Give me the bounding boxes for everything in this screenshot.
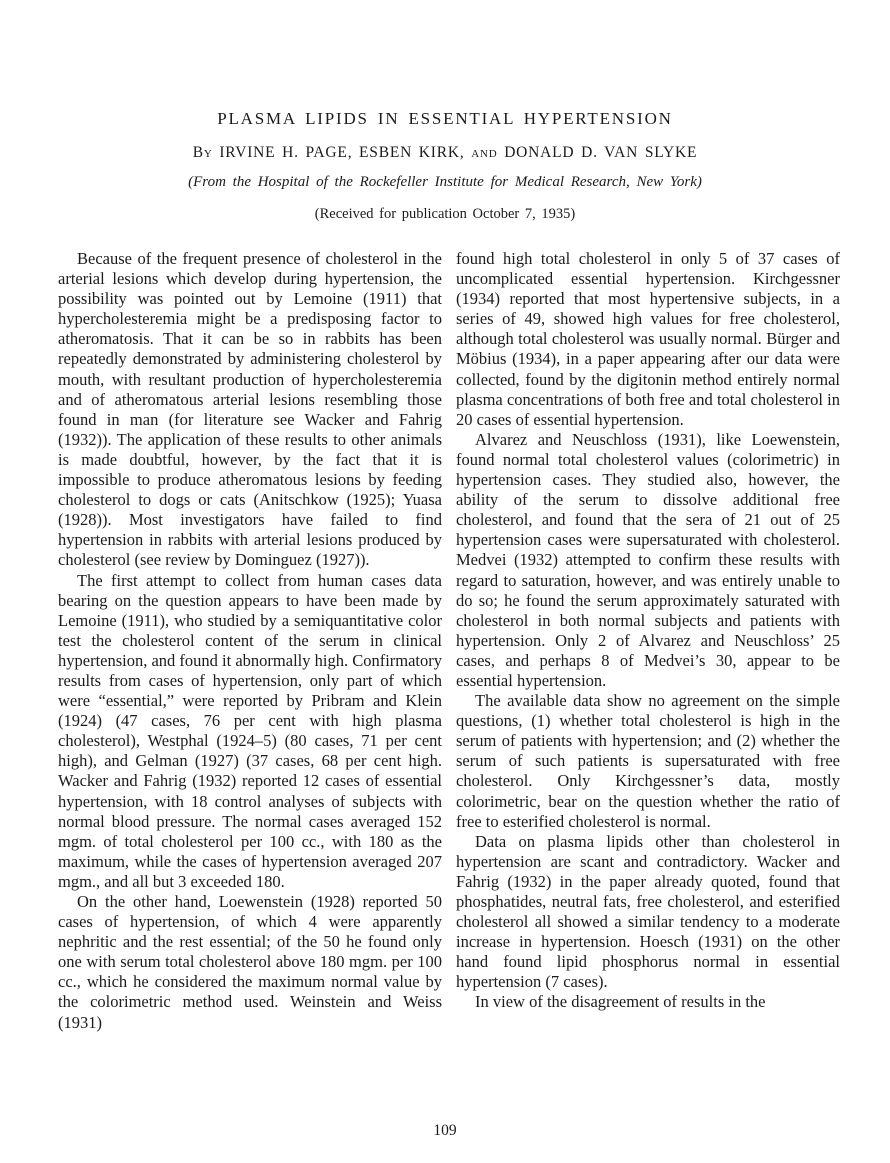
page-title: PLASMA LIPIDS IN ESSENTIAL HYPERTENSION [217, 109, 673, 128]
left-column [58, 249, 442, 1033]
page-number: 109 [433, 1122, 457, 1139]
byline-authors-first: IRVINE H. PAGE, ESBEN KIRK, [219, 144, 465, 161]
paragraph: Data on plasma lipids other than cholesterol in hypertension are scant and contradictory. Wacker and Fahrig (1932) in the paper already quoted, found that phosphatides, neutral fats, free cholesterol, and esterified cholesterol all showed a similar tendency to a moderate increase in hypertension. Hoesch (1931) on the other hand found lipid phosphorus normal in essential hypertension (7 cases). [456, 831, 840, 992]
paragraph: Because of the frequent presence of cholesterol in the arterial lesions which develop during hypertension, the possibility was pointed out by Lemoine (1911) that hypercholesteremia might be a predisposing factor to atheromatosis. That it can be so in rabbits has been repeatedly demonstrated by administering cholesterol by mouth, with resultant production of hypercholesteremia and of atheromatous arterial lesions resembling those found in man (for literature see Wacker and Fahrig (1932)). The application of these results to other animals is made doubtful, however, by the fact that it is impossible to produce atheromatous lesions by feeding cholesterol to dogs or cats (Anitschkow (1925); Yuasa (1928)). Most investigators have failed to find hypertension in rabbits with arterial lesions produced by cholesterol (see review by Dominguez (1927)). [58, 249, 442, 570]
paragraph: found high total cholesterol in only 5 of 37 cases of uncomplicated essential hypertension. Kirchgessner (1934) reported that most hypertensive subjects, in a series of 49, showed high values for free cholesterol, although total cholesterol was usually normal. Bürger and Möbius (1934), in a paper appearing after our data were collected, found by the digitonin method entirely normal plasma concentrations of both free and total cholesterol in 20 cases of essential hypertension. [456, 249, 840, 429]
paragraph: In view of the disagreement of results in the [475, 992, 766, 1012]
affiliation-line: (From the Hospital of the Rockefeller Institute for Medical Research, New York) [188, 174, 702, 190]
received-line: (Received for publication October 7, 1935) [314, 206, 576, 222]
paragraph: The available data show no agreement on the simple questions, (1) whether total cholesterol is high in the serum of patients with hypertension; and (2) whether the serum of such patients is supersaturated with free cholesterol. Only Kirchgessner’s data, mostly colorimetric, bear on the question whether the ratio of free to esterified cholesterol is normal. [456, 691, 840, 831]
byline-authors-second: DONALD D. VAN SLYKE [504, 144, 698, 161]
article-header [0, 0, 890, 223]
byline-and: and [471, 144, 498, 161]
paragraph: On the other hand, Loewenstein (1928) reported 50 cases of hypertension, of which 4 were apparently nephritic and the rest essential; of the 50 he found only one with serum total cholesterol above 180 mgm. per 100 cc., which he considered the maximum normal value by the colorimetric method used. Weinstein and Weiss (1931) [58, 892, 442, 1032]
paragraph: Alvarez and Neuschloss (1931), like Loewenstein, found normal total cholesterol values (colorimetric) in hypertension cases. They studied also, however, the ability of the serum to dissolve additional free cholesterol, and found that the sera of 21 out of 25 hypertension cases were supersaturated with cholesterol. Medvei (1932) attempted to confirm these results with regard to saturation, however, and was entirely unable to do so; he found the serum approximately saturated with cholesterol in both normal subjects and patients with hypertension. Only 2 of Alvarez and Neuschloss’ 25 cases, and perhaps 8 of Medvei’s 30, appear to be essential hypertension. [456, 429, 840, 690]
right-column [456, 249, 840, 1033]
byline-by: By [192, 144, 213, 161]
paragraph: The first attempt to collect from human cases data bearing on the question appears to have been made by Lemoine (1911), who studied by a semiquantitative color test the cholesterol content of the serum in clinical hypertension, and found it abnormally high. Confirmatory results from cases of hypertension, only part of which were “essential,” were reported by Pribram and Klein (1924) (47 cases, 76 per cent with high plasma cholesterol), Westphal (1924–5) (80 cases, 71 per cent high), and Gelman (1927) (37 cases, 68 per cent high. Wacker and Fahrig (1932) reported 12 cases of essential hypertension, with 18 control analyses of subjects with normal blood pressure. The normal cases averaged 152 mgm. of total cholesterol per 100 cc., with 180 as the maximum, while the cases of hypertension averaged 207 mgm., and all but 3 exceeded 180. [58, 570, 443, 891]
body-columns [0, 223, 890, 1033]
byline [0, 143, 890, 162]
